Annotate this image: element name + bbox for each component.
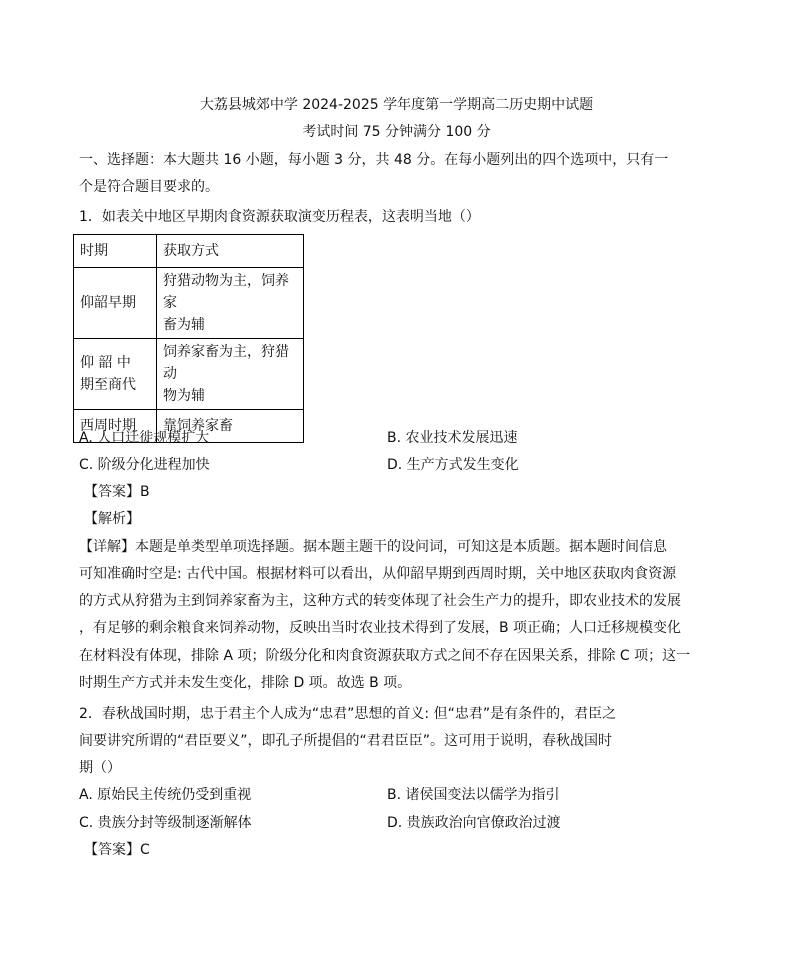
table-header-period: 时期 — [74, 235, 157, 268]
question-2-stem-line: 2．春秋战国时期，忠于君主个人成为“忠君”思想的首义: 但“忠君”是有条件的，君臣之 — [79, 706, 617, 722]
question-1-stem: 1．如表关中地区早期肉食资源获取演变历程表，这表明当地（） — [79, 209, 480, 225]
table-cell-period: 仰韶早期 — [74, 268, 157, 339]
table-row — [74, 268, 304, 339]
table-cell-method: 饲养家畜为主，狩猎动 物为辅 — [157, 339, 304, 410]
q1-detail-line: 在材料没有体现，排除 A 项；阶级分化和肉食资源获取方式之间不存在因果关系，排除 C 项；这一 — [79, 648, 691, 664]
q2-option-c: C. 贵族分封等级制逐渐解体 — [79, 815, 252, 831]
q1-analysis-label: 【解析】 — [84, 511, 140, 527]
q2-answer: 【答案】C — [84, 842, 150, 858]
question-2-stem-line: 期（） — [79, 760, 121, 776]
q1-detail-line: ，有足够的剩余粮食来饲养动物，反映出当时农业技术得到了发展，B 项正确；人口迁移规模变化 — [79, 620, 682, 636]
q1-option-d: D. 生产方式发生变化 — [387, 457, 519, 473]
q2-option-a: A. 原始民主传统仍受到重视 — [79, 787, 252, 803]
table-cell-period: 西周时期 — [74, 410, 157, 443]
q1-option-a: A. 人口迁徙规模扩大 — [79, 430, 210, 446]
table-row — [74, 339, 304, 410]
q2-option-d: D. 贵族政治向官僚政治过渡 — [387, 815, 561, 831]
q1-answer: 【答案】B — [84, 484, 150, 500]
table-header-method: 获取方式 — [157, 235, 304, 268]
q1-detail-line: 【详解】本题是单类型单项选择题。据本题主题干的设问词，可知这是本质题。据本题时间信息 — [79, 539, 667, 555]
question-1-table — [73, 234, 304, 443]
exam-title: 大荔县城郊中学 2024-2025 学年度第一学期高二历史期中试题 — [199, 97, 594, 113]
table-cell-period: 仰 韶 中 期至商代 — [74, 339, 157, 410]
q1-detail-line: 时期生产方式并未发生变化，排除 D 项。故选 B 项。 — [79, 675, 412, 691]
table-cell-method: 靠饲养家畜 — [157, 410, 304, 443]
table-cell-method: 狩猎动物为主，饲养家 畜为辅 — [157, 268, 304, 339]
q1-detail-line: 可知准确时空是: 古代中国。根据材料可以看出，从仰韶早期到西周时期，关中地区获取肉食资源 — [79, 566, 677, 582]
q1-detail-line: 的方式从狩猎为主到饲养家畜为主，这种方式的转变体现了社会生产力的提升，即农业技术的发展 — [79, 593, 681, 609]
table-header-row — [74, 235, 304, 268]
section-heading-line-2: 个是符合题目要求的。 — [79, 179, 219, 195]
section-heading-line-1: 一、选择题：本大题共 16 小题，每小题 3 分，共 48 分。在每小题列出的四个选项中，只有一 — [79, 152, 669, 168]
q2-option-b: B. 诸侯国变法以儒学为指引 — [387, 787, 560, 803]
question-2-stem-line: 间要讲究所谓的“君臣要义”，即孔子所提倡的“君君臣臣”。这可用于说明，春秋战国时 — [79, 733, 613, 749]
q1-option-c: C. 阶级分化进程加快 — [79, 457, 210, 473]
exam-subtitle: 考试时间 75 分钟满分 100 分 — [302, 124, 491, 140]
q1-option-b: B. 农业技术发展迅速 — [387, 430, 518, 446]
